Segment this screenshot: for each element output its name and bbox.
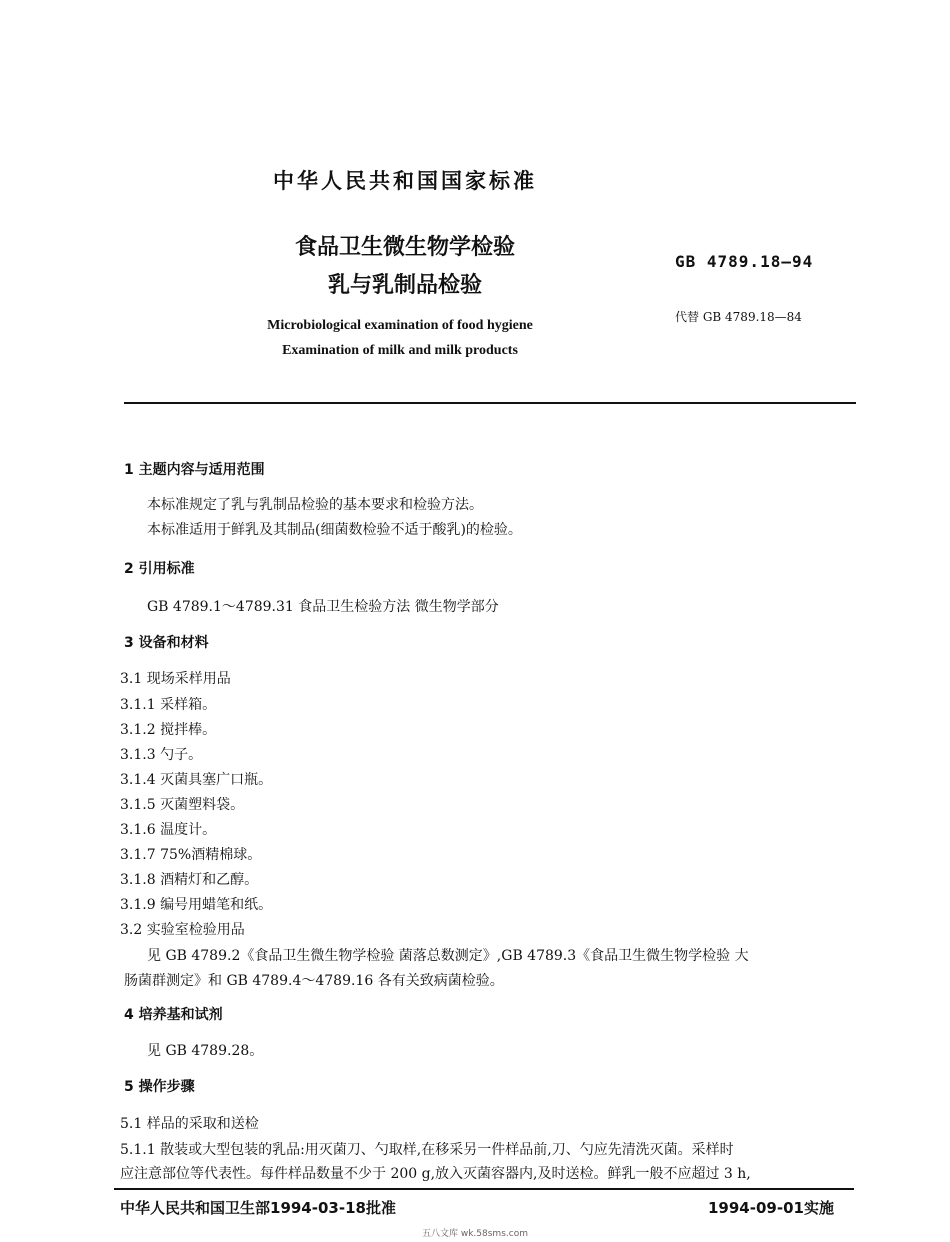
section-1-heading: 1 主题内容与适用范围 xyxy=(124,462,265,478)
english-title-line1: Microbiological examination of food hygiene xyxy=(267,318,533,333)
document-title-line2: 乳与乳制品检验 xyxy=(327,273,482,298)
clause-3-1-5: 3.1.5 灭菌塑料袋。 xyxy=(120,797,245,813)
section-1-paragraph-1: 本标准规定了乳与乳制品检验的基本要求和检验方法。 xyxy=(147,497,483,513)
clause-3-1-1: 3.1.1 采样箱。 xyxy=(120,697,217,713)
english-title-line2: Examination of milk and milk products xyxy=(282,343,518,358)
clause-3-1-2: 3.1.2 搅拌棒。 xyxy=(120,722,217,738)
clause-3-1-8: 3.1.8 酒精灯和乙醇。 xyxy=(120,872,259,888)
document-title-line1: 食品卫生微生物学检验 xyxy=(294,235,515,260)
clause-5-1: 5.1 样品的采取和送检 xyxy=(120,1116,259,1132)
clause-3-2: 3.2 实验室检验用品 xyxy=(120,922,245,938)
footer-divider xyxy=(114,1188,854,1190)
clause-5-1-1-line2: 应注意部位等代表性。每件样品数量不少于 200 g,放入灭菌容器内,及时送检。鲜乳一般不应超过 3 h, xyxy=(120,1166,751,1182)
standard-code: GB 4789.18—94 xyxy=(675,252,814,271)
header-divider xyxy=(124,402,856,404)
section-2-heading: 2 引用标准 xyxy=(124,561,195,577)
clause-3-2-paragraph-line1: 见 GB 4789.2《食品卫生微生物学检验 菌落总数测定》,GB 4789.3《食品卫生微生物学检验 大 xyxy=(147,948,749,964)
clause-5-1-1-line1: 5.1.1 散装或大型包装的乳品:用灭菌刀、勺取样,在移采另一件样品前,刀、勺应先清洗灭菌。采样时 xyxy=(120,1142,734,1158)
clause-3-1-3: 3.1.3 勺子。 xyxy=(120,747,203,763)
clause-3-1-7: 3.1.7 75%酒精棉球。 xyxy=(120,847,262,863)
watermark: 五八文库 wk.58sms.com xyxy=(422,1229,528,1239)
section-2-paragraph: GB 4789.1～4789.31 食品卫生检验方法 微生物学部分 xyxy=(147,599,499,615)
section-4-heading: 4 培养基和试剂 xyxy=(124,1007,223,1023)
approval-date: 中华人民共和国卫生部1994-03-18批准 xyxy=(120,1199,396,1217)
clause-3-1-6: 3.1.6 温度计。 xyxy=(120,822,217,838)
section-3-heading: 3 设备和材料 xyxy=(124,635,209,651)
national-standard-heading: 中华人民共和国国家标准 xyxy=(273,169,537,193)
clause-3-1: 3.1 现场采样用品 xyxy=(120,671,231,687)
replaces-standard: 代替 GB 4789.18—84 xyxy=(675,310,802,324)
section-5-heading: 5 操作步骤 xyxy=(124,1079,195,1095)
clause-3-1-4: 3.1.4 灭菌具塞广口瓶。 xyxy=(120,772,273,788)
implementation-date: 1994-09-01实施 xyxy=(708,1199,834,1217)
section-4-paragraph: 见 GB 4789.28。 xyxy=(147,1043,264,1059)
clause-3-2-paragraph-line2: 肠菌群测定》和 GB 4789.4～4789.16 各有关致病菌检验。 xyxy=(124,973,504,989)
section-1-paragraph-2: 本标准适用于鲜乳及其制品(细菌数检验不适于酸乳)的检验。 xyxy=(147,522,522,538)
clause-3-1-9: 3.1.9 编号用蜡笔和纸。 xyxy=(120,897,273,913)
